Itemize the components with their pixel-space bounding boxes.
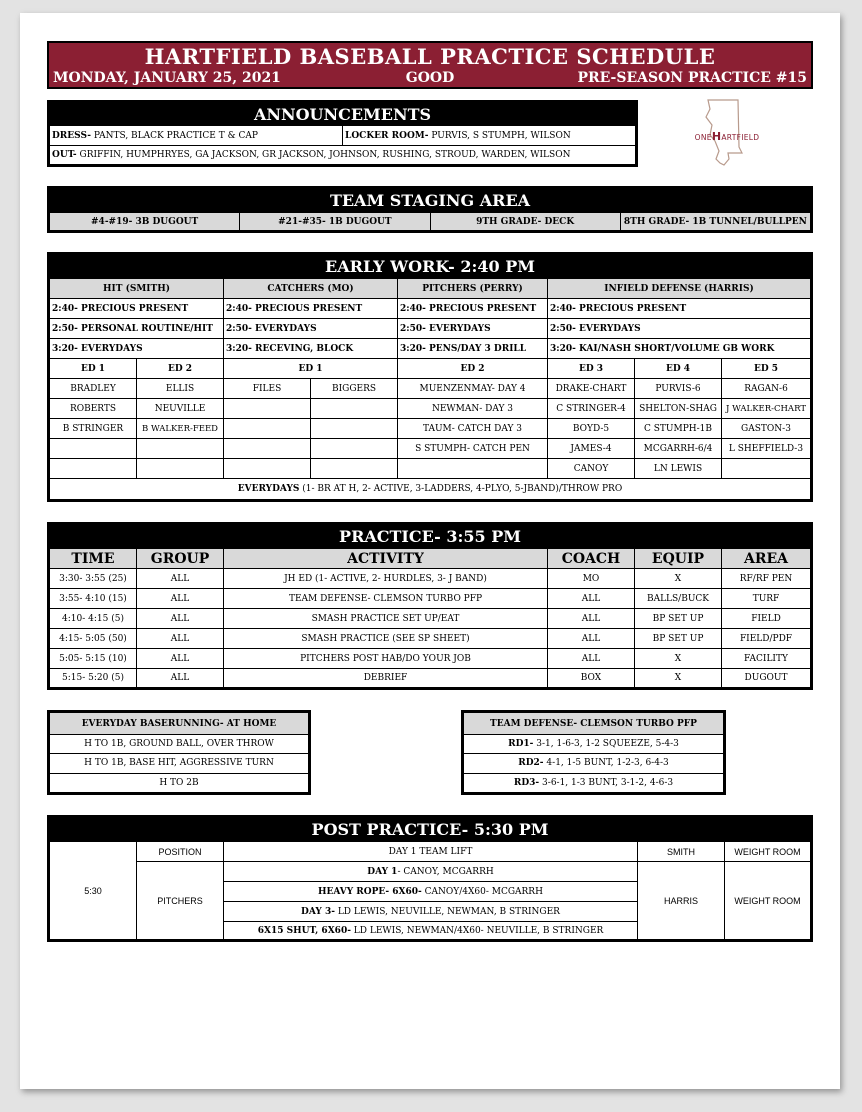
list-item bbox=[464, 773, 724, 792]
ed-header: ED 2 bbox=[398, 359, 548, 379]
group-header: CATCHERS (MO) bbox=[224, 279, 398, 299]
ed-cell: TAUM- CATCH DAY 3 bbox=[398, 419, 548, 439]
defense-round: RD2- 4-1, 1-5 BUNT, 1-2-3, 6-4-3 bbox=[464, 754, 724, 773]
group-cell: ALL bbox=[137, 569, 224, 589]
lift-line: DAY 1- CANOY, MCGARRH bbox=[224, 862, 638, 882]
activity-cell: DEBRIEF bbox=[224, 669, 548, 688]
ed-cell: MCGARRH-6/4 bbox=[635, 439, 722, 459]
ed-cell: BOYD-5 bbox=[548, 419, 635, 439]
lift-header: DAY 1 TEAM LIFT bbox=[224, 842, 638, 862]
logo-text: ONEHARTFIELD bbox=[694, 130, 760, 143]
ed-cell: ROBERTS bbox=[50, 399, 137, 419]
time-cell: 3:20- KAI/NASH SHORT/VOLUME GB WORK bbox=[548, 339, 811, 359]
equip-cell: BP SET UP bbox=[635, 629, 722, 649]
baserunning-item: H TO 1B, BASE HIT, AGGRESSIVE TURN bbox=[50, 754, 309, 773]
group-cell: ALL bbox=[137, 609, 224, 629]
staging-title: TEAM STAGING AREA bbox=[50, 189, 811, 213]
ed-cell bbox=[224, 399, 311, 419]
ed-cell: C STUMPH-1B bbox=[635, 419, 722, 439]
table-row bbox=[50, 459, 811, 479]
baserunning-title: EVERYDAY BASERUNNING- AT HOME bbox=[50, 713, 309, 735]
group-header: PITCHERS (PERRY) bbox=[398, 279, 548, 299]
ed-cell bbox=[137, 439, 224, 459]
table-row bbox=[50, 439, 811, 459]
time-cell: 3:20- RECEVING, BLOCK bbox=[224, 339, 398, 359]
post-time: 5:30 bbox=[50, 842, 137, 940]
ed-cell: NEUVILLE bbox=[137, 399, 224, 419]
group-cell: ALL bbox=[137, 589, 224, 609]
ed-header: ED 1 bbox=[50, 359, 137, 379]
table-row bbox=[50, 609, 811, 629]
ed-cell: B STRINGER bbox=[50, 419, 137, 439]
schedule-title-banner bbox=[47, 41, 813, 89]
post-practice-section bbox=[47, 815, 813, 942]
lift-line: HEAVY ROPE- 6X60- CANOY/4X60- MCGARRH bbox=[224, 882, 638, 902]
ed-cell bbox=[311, 439, 398, 459]
table-row bbox=[50, 669, 811, 688]
time-cell: 3:30- 3:55 (25) bbox=[50, 569, 137, 589]
table-row bbox=[50, 629, 811, 649]
column-header: COACH bbox=[548, 549, 635, 569]
early-work-section bbox=[47, 252, 813, 502]
coach-cell: MO bbox=[548, 569, 635, 589]
ed-cell bbox=[50, 459, 137, 479]
coach-cell: ALL bbox=[548, 629, 635, 649]
ed-cell: ELLIS bbox=[137, 379, 224, 399]
area-header: WEIGHT ROOM bbox=[725, 842, 811, 862]
time-cell: 5:05- 5:15 (10) bbox=[50, 649, 137, 669]
ed-cell bbox=[398, 459, 548, 479]
coach-value: HARRIS bbox=[638, 862, 725, 940]
area-cell: DUGOUT bbox=[722, 669, 811, 688]
ed-cell: L SHEFFIELD-3 bbox=[722, 439, 811, 459]
column-header: TIME bbox=[50, 549, 137, 569]
announcements-title: ANNOUNCEMENTS bbox=[50, 103, 636, 126]
ed-cell: CANOY bbox=[548, 459, 635, 479]
area-value: WEIGHT ROOM bbox=[725, 862, 811, 940]
activity-cell: TEAM DEFENSE- CLEMSON TURBO PFP bbox=[224, 589, 548, 609]
activity-cell: PITCHERS POST HAB/DO YOUR JOB bbox=[224, 649, 548, 669]
area-cell: RF/RF PEN bbox=[722, 569, 811, 589]
time-cell: 2:40- PRECIOUS PRESENT bbox=[548, 299, 811, 319]
time-cell: 5:15- 5:20 (5) bbox=[50, 669, 137, 688]
coach-cell: ALL bbox=[548, 649, 635, 669]
time-cell: 2:40- PRECIOUS PRESENT bbox=[224, 299, 398, 319]
ed-header: ED 5 bbox=[722, 359, 811, 379]
ed-cell: B WALKER-FEED bbox=[137, 419, 224, 439]
column-header: ACTIVITY bbox=[224, 549, 548, 569]
page-title: HARTFIELD BASEBALL PRACTICE SCHEDULE bbox=[144, 44, 716, 69]
group-header: HIT (SMITH) bbox=[50, 279, 224, 299]
ed-header: ED 1 bbox=[224, 359, 398, 379]
ed-cell bbox=[137, 459, 224, 479]
area-cell: FIELD bbox=[722, 609, 811, 629]
ed-header: ED 2 bbox=[137, 359, 224, 379]
out-cell: OUT- GRIFFIN, HUMPHRYES, GA JACKSON, GR JACKSON, JOHNSON, RUSHING, STROUD, WARDEN, WILSON bbox=[50, 146, 636, 165]
time-cell: 2:50- EVERYDAYS bbox=[224, 319, 398, 339]
equip-cell: X bbox=[635, 649, 722, 669]
time-cell: 2:50- EVERYDAYS bbox=[548, 319, 811, 339]
time-cell: 2:40- PRECIOUS PRESENT bbox=[398, 299, 548, 319]
ed-cell: LN LEWIS bbox=[635, 459, 722, 479]
ed-cell bbox=[224, 459, 311, 479]
activity-cell: JH ED (1- ACTIVE, 2- HURDLES, 3- J BAND) bbox=[224, 569, 548, 589]
early-work-title: EARLY WORK- 2:40 PM bbox=[50, 255, 811, 279]
ed-header: ED 4 bbox=[635, 359, 722, 379]
column-header: EQUIP bbox=[635, 549, 722, 569]
ed-cell bbox=[311, 419, 398, 439]
table-row bbox=[50, 589, 811, 609]
ed-cell: BIGGERS bbox=[311, 379, 398, 399]
time-cell: 4:15- 5:05 (50) bbox=[50, 629, 137, 649]
defense-round: RD3- 3-6-1, 1-3 BUNT, 3-1-2, 4-6-3 bbox=[464, 773, 724, 792]
practice-status: GOOD bbox=[405, 70, 455, 86]
one-hartfield-logo bbox=[686, 97, 766, 169]
list-item bbox=[464, 735, 724, 754]
ed-cell: DRAKE-CHART bbox=[548, 379, 635, 399]
staging-cell: 9TH GRADE- DECK bbox=[430, 213, 620, 231]
coach-cell: ALL bbox=[548, 609, 635, 629]
equip-cell: X bbox=[635, 669, 722, 688]
practice-date: MONDAY, JANUARY 25, 2021 bbox=[53, 70, 281, 86]
list-item bbox=[50, 735, 309, 754]
activity-cell: SMASH PRACTICE SET UP/EAT bbox=[224, 609, 548, 629]
ed-cell: PURVIS-6 bbox=[635, 379, 722, 399]
time-cell: 3:20- EVERYDAYS bbox=[50, 339, 224, 359]
baserunning-section bbox=[47, 710, 311, 795]
equip-cell: BP SET UP bbox=[635, 609, 722, 629]
practice-title: PRACTICE- 3:55 PM bbox=[50, 525, 811, 549]
area-cell: FIELD/PDF bbox=[722, 629, 811, 649]
baserunning-item: H TO 1B, GROUND BALL, OVER THROW bbox=[50, 735, 309, 754]
list-item bbox=[464, 754, 724, 773]
group-header: INFIELD DEFENSE (HARRIS) bbox=[548, 279, 811, 299]
time-cell: 4:10- 4:15 (5) bbox=[50, 609, 137, 629]
lift-line: 6X15 SHUT, 6X60- LD LEWIS, NEWMAN/4X60- NEUVILLE, B STRINGER bbox=[224, 922, 638, 940]
ed-cell: C STRINGER-4 bbox=[548, 399, 635, 419]
table-row bbox=[50, 569, 811, 589]
coach-cell: BOX bbox=[548, 669, 635, 688]
ed-cell: FILES bbox=[224, 379, 311, 399]
team-defense-section bbox=[461, 710, 726, 795]
staging-cell: #21-#35- 1B DUGOUT bbox=[240, 213, 430, 231]
everydays-footer: EVERYDAYS (1- BR AT H, 2- ACTIVE, 3-LADDERS, 4-PLYO, 5-JBAND)/THROW PRO bbox=[50, 479, 811, 500]
ed-cell: S STUMPH- CATCH PEN bbox=[398, 439, 548, 459]
ed-cell: MUENZENMAY- DAY 4 bbox=[398, 379, 548, 399]
ed-cell bbox=[224, 419, 311, 439]
time-cell: 2:40- PRECIOUS PRESENT bbox=[50, 299, 224, 319]
time-cell: 3:20- PENS/DAY 3 DRILL bbox=[398, 339, 548, 359]
group-cell: ALL bbox=[137, 629, 224, 649]
equip-cell: X bbox=[635, 569, 722, 589]
practice-number: PRE-SEASON PRACTICE #15 bbox=[577, 70, 807, 86]
ed-cell: SHELTON-SHAG bbox=[635, 399, 722, 419]
table-row bbox=[50, 419, 811, 439]
table-row bbox=[50, 649, 811, 669]
group-cell: ALL bbox=[137, 649, 224, 669]
staging-cell: 8TH GRADE- 1B TUNNEL/BULLPEN bbox=[620, 213, 810, 231]
ed-cell: GASTON-3 bbox=[722, 419, 811, 439]
group-cell: ALL bbox=[137, 669, 224, 688]
practice-section bbox=[47, 522, 813, 690]
locker-room-cell: LOCKER ROOM- PURVIS, S STUMPH, WILSON bbox=[343, 126, 636, 146]
ed-header: ED 3 bbox=[548, 359, 635, 379]
lift-line: DAY 3- LD LEWIS, NEUVILLE, NEWMAN, B STRINGER bbox=[224, 902, 638, 922]
post-practice-title: POST PRACTICE- 5:30 PM bbox=[50, 818, 811, 842]
ed-cell: J WALKER-CHART bbox=[722, 399, 811, 419]
column-header: GROUP bbox=[137, 549, 224, 569]
ed-cell bbox=[50, 439, 137, 459]
time-cell: 2:50- EVERYDAYS bbox=[398, 319, 548, 339]
ed-cell: NEWMAN- DAY 3 bbox=[398, 399, 548, 419]
coach-cell: ALL bbox=[548, 589, 635, 609]
ed-cell bbox=[722, 459, 811, 479]
ed-cell: BRADLEY bbox=[50, 379, 137, 399]
dress-cell: DRESS- PANTS, BLACK PRACTICE T & CAP bbox=[50, 126, 343, 146]
ed-cell bbox=[311, 459, 398, 479]
list-item bbox=[50, 773, 309, 792]
time-cell: 3:55- 4:10 (15) bbox=[50, 589, 137, 609]
list-item bbox=[50, 754, 309, 773]
announcements-section bbox=[47, 100, 638, 167]
equip-cell: BALLS/BUCK bbox=[635, 589, 722, 609]
area-cell: TURF bbox=[722, 589, 811, 609]
team-defense-title: TEAM DEFENSE- CLEMSON TURBO PFP bbox=[464, 713, 724, 735]
staging-section bbox=[47, 186, 813, 233]
column-header: AREA bbox=[722, 549, 811, 569]
baserunning-item: H TO 2B bbox=[50, 773, 309, 792]
position-header: POSITION bbox=[137, 842, 224, 862]
table-row bbox=[50, 379, 811, 399]
ed-cell bbox=[311, 399, 398, 419]
ed-cell: JAMES-4 bbox=[548, 439, 635, 459]
coach-header: SMITH bbox=[638, 842, 725, 862]
time-cell: 2:50- PERSONAL ROUTINE/HIT bbox=[50, 319, 224, 339]
ed-cell: RAGAN-6 bbox=[722, 379, 811, 399]
position-value: PITCHERS bbox=[137, 862, 224, 940]
area-cell: FACILITY bbox=[722, 649, 811, 669]
table-row bbox=[50, 399, 811, 419]
activity-cell: SMASH PRACTICE (SEE SP SHEET) bbox=[224, 629, 548, 649]
defense-round: RD1- 3-1, 1-6-3, 1-2 SQUEEZE, 5-4-3 bbox=[464, 735, 724, 754]
ed-cell bbox=[224, 439, 311, 459]
staging-cell: #4-#19- 3B DUGOUT bbox=[50, 213, 240, 231]
